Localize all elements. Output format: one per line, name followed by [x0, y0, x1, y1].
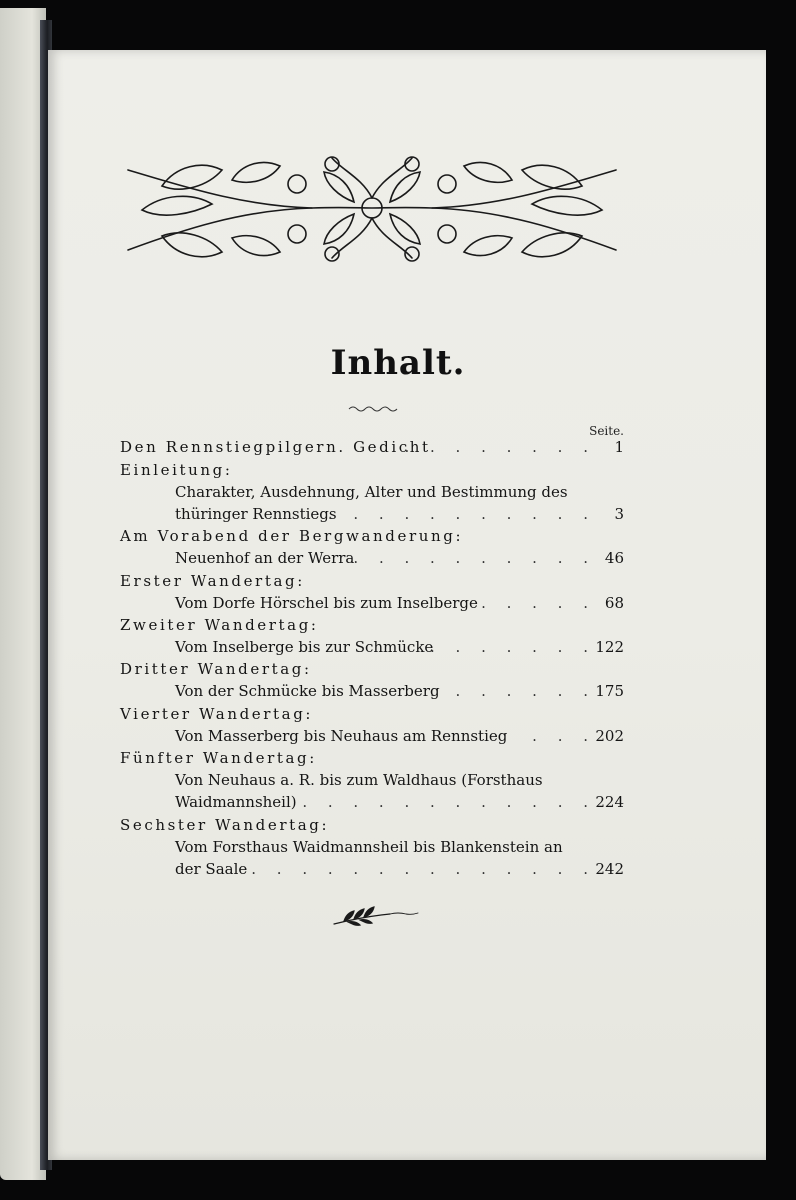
toc-entry	[0, 527, 796, 549]
toc-entry-text: Am Vorabend der Bergwanderung:	[120, 527, 464, 545]
toc-leader-dots: . . . . . . .	[430, 682, 596, 700]
toc-entry	[0, 438, 796, 460]
toc-entry-text: Von der Schmücke bis Masserberg	[175, 682, 440, 700]
toc-leader-dots: . . . . . . . . . . .	[327, 505, 596, 523]
toc-page-number: 1	[614, 438, 624, 456]
toc-entry-text: Von Masserberg bis Neuhaus am Rennstieg	[175, 727, 508, 745]
toc-entry	[0, 594, 796, 616]
toc-entry-text: Sechster Wandertag:	[120, 816, 330, 834]
toc-entry	[0, 682, 796, 704]
toc-entry-text: Den Rennstiegpilgern. Gedicht	[120, 438, 431, 456]
toc-entry-text: Waidmannsheil)	[175, 793, 297, 811]
toc-entry-text: Vom Dorfe Hörschel bis zum Inselberge	[175, 594, 478, 612]
toc-entry	[0, 816, 796, 838]
toc-leader-dots: . . . . . . .	[430, 638, 596, 656]
toc-entry	[0, 616, 796, 638]
toc-leader-dots: . . . . . . . .	[404, 438, 596, 456]
floral-vignette-icon	[122, 150, 622, 266]
toc-page-number: 175	[595, 682, 624, 700]
toc-entry	[0, 638, 796, 660]
toc-page-number: 46	[604, 549, 624, 567]
toc-entry	[0, 505, 796, 527]
toc-page-number: 68	[604, 594, 624, 612]
toc-entry	[0, 749, 796, 771]
toc-leader-dots: . . . . . . . . . . . .	[302, 793, 596, 811]
toc-entry-text: Vierter Wandertag:	[120, 705, 314, 723]
toc-entry	[0, 727, 796, 749]
toc-entry	[0, 660, 796, 682]
toc-entry	[0, 483, 796, 505]
toc-entry	[0, 860, 796, 882]
toc-leader-dots: . . . . . . . . . .	[353, 549, 596, 567]
toc-entry-text: Erster Wandertag:	[120, 572, 305, 590]
wavy-rule-icon	[348, 404, 402, 414]
toc-entry-text: Zweiter Wandertag:	[120, 616, 319, 634]
toc-entry	[0, 461, 796, 483]
toc-entry	[0, 549, 796, 571]
leaf-sprig-icon	[330, 906, 422, 928]
toc-entry-text: Neuenhof an der Werra	[175, 549, 355, 567]
toc-entry	[0, 793, 796, 815]
toc-entry-text: Vom Forsthaus Waidmannsheil bis Blankenstein an	[175, 838, 563, 856]
toc-entry	[0, 838, 796, 860]
toc-entry	[0, 572, 796, 594]
page-title: Inhalt.	[330, 343, 466, 383]
toc-entry	[0, 705, 796, 727]
toc-entry-text: der Saale	[175, 860, 248, 878]
toc-entry-text: Von Neuhaus a. R. bis zum Waldhaus (Forsthaus	[175, 771, 543, 789]
toc-entry-text: Dritter Wandertag:	[120, 660, 312, 678]
toc-entry-text: Vom Inselberge bis zur Schmücke	[175, 638, 434, 656]
toc-page-number: 242	[595, 860, 624, 878]
toc-entry	[0, 771, 796, 793]
toc-page-number: 224	[595, 793, 624, 811]
toc-entry-text: Fünfter Wandertag:	[120, 749, 317, 767]
toc-leader-dots: . . . . .	[481, 594, 596, 612]
toc-entry-text: Einleitung:	[120, 461, 233, 479]
toc-page-number: 202	[595, 727, 624, 745]
toc-page-number: 3	[614, 505, 624, 523]
toc-entry-text: thüringer Rennstiegs	[175, 505, 337, 523]
toc-page-number: 122	[595, 638, 624, 656]
toc-leader-dots: . . .	[532, 727, 596, 745]
page-column-label: Seite.	[589, 424, 624, 438]
toc-leader-dots: . . . . . . . . . . . . . .	[251, 860, 596, 878]
toc-entry-text: Charakter, Ausdehnung, Alter und Bestimmung des	[175, 483, 568, 501]
